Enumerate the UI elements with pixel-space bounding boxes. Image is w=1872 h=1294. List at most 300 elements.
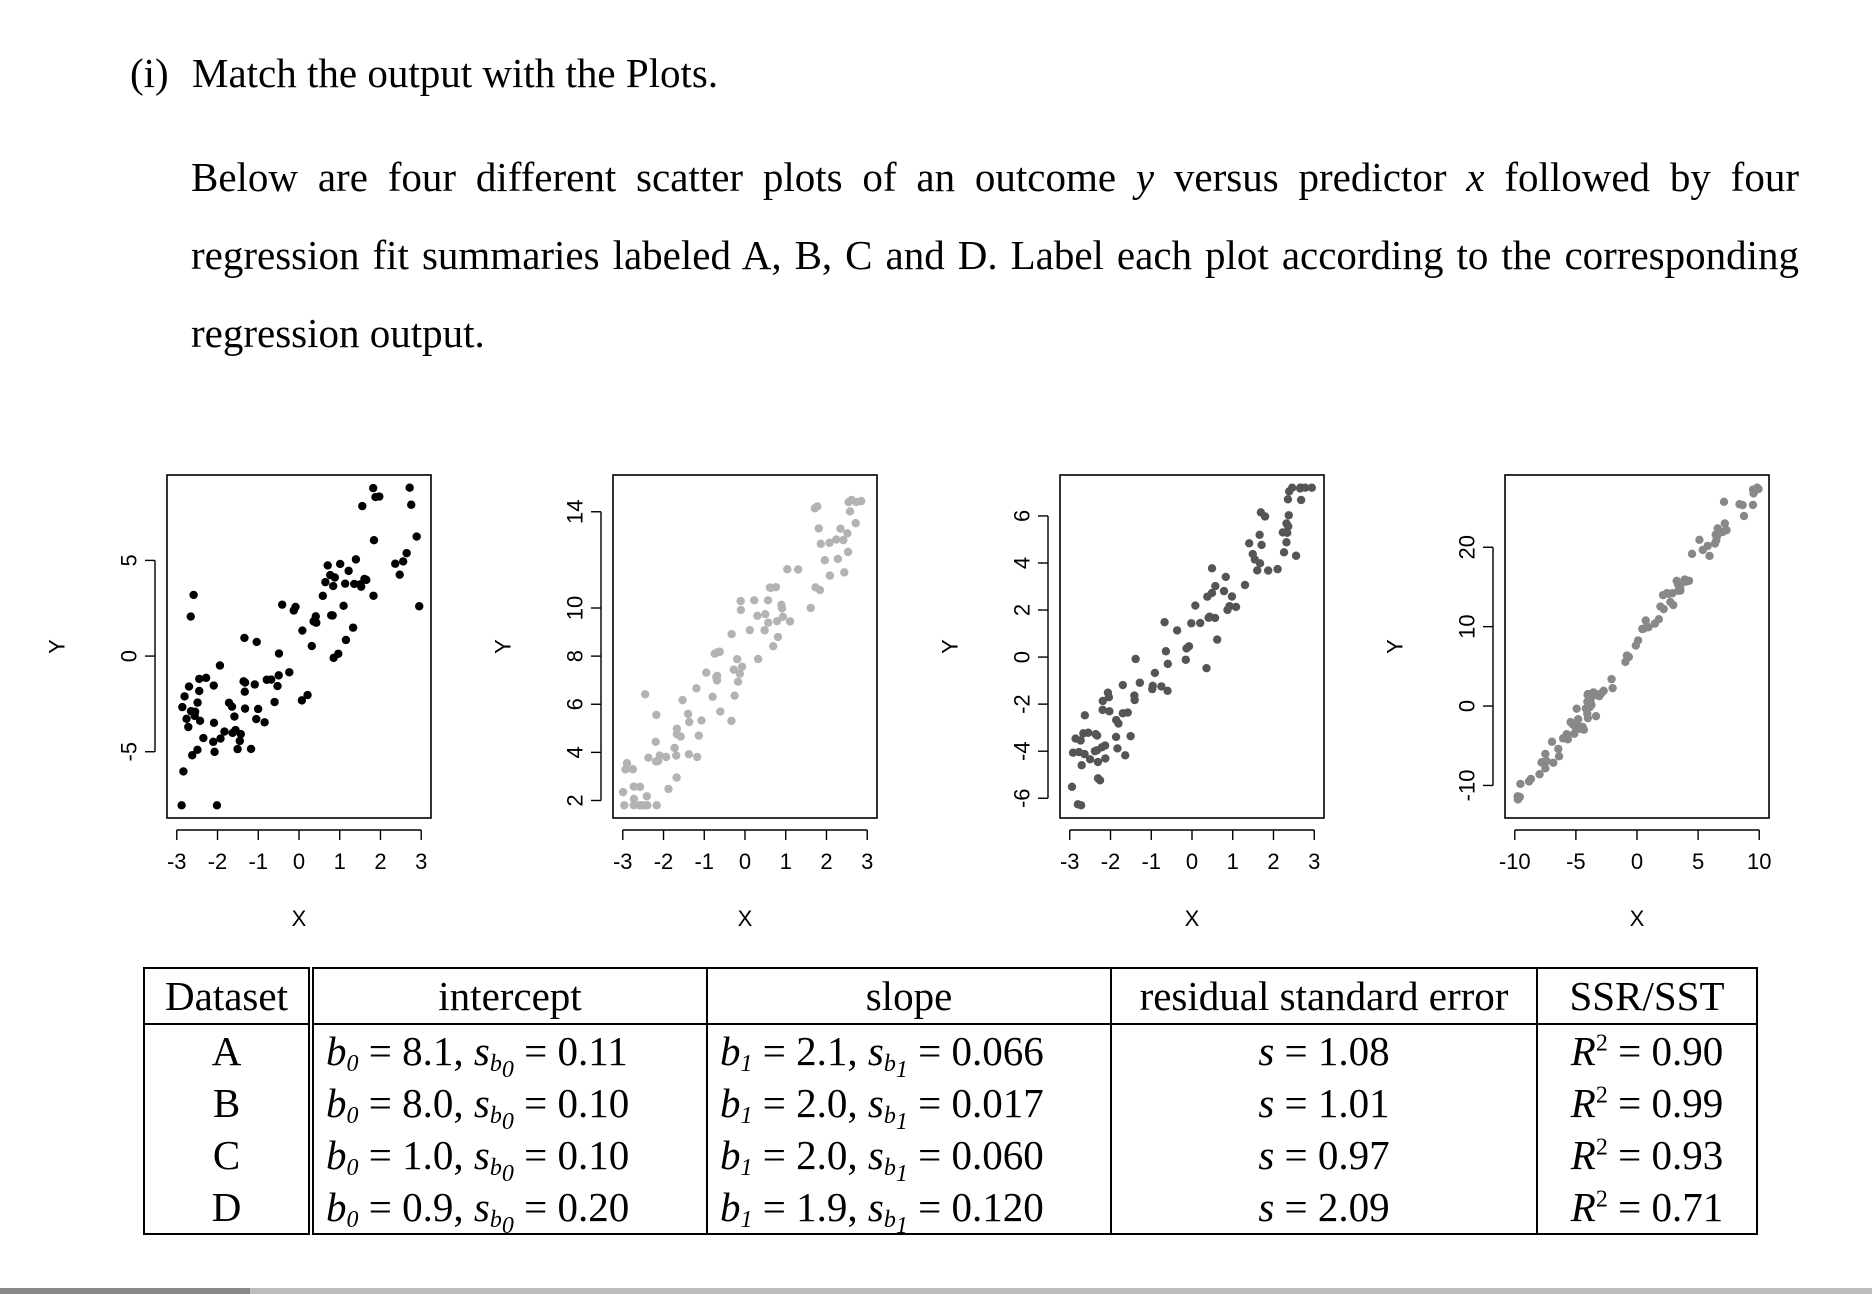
plot-3-point: [1249, 550, 1257, 558]
r-squared-value: 0.93: [1651, 1132, 1724, 1178]
plot-4-point: [1663, 589, 1671, 597]
plot-3-point: [1185, 642, 1193, 650]
plot-2-point: [815, 524, 823, 532]
r-squared-cell: $R^2 = 0.71$: [1537, 1181, 1757, 1234]
plot-1-y-tick-label: 0: [116, 649, 142, 663]
plot-1-point: [195, 675, 203, 683]
plot-2-point: [766, 583, 774, 591]
plot-2-y-tick-label: 10: [562, 595, 588, 621]
plot-3-point: [1105, 707, 1113, 715]
plot-1-point: [228, 702, 236, 710]
r-squared-value: 0.99: [1651, 1080, 1724, 1126]
variable-y: y: [1135, 154, 1155, 200]
plot-2-point: [840, 568, 848, 576]
plot-4-x-tick-label: 10: [1746, 849, 1772, 874]
plot-2-point: [761, 610, 769, 618]
plot-4-x-tick-label: 5: [1691, 849, 1705, 874]
plot-4-point: [1659, 605, 1667, 613]
r-squared-cell: $R^2 = 0.90$: [1537, 1024, 1757, 1077]
plot-3-point: [1148, 685, 1156, 693]
plot-2-point: [753, 612, 761, 620]
plot-1-point: [241, 688, 249, 696]
plot-3-point: [1208, 564, 1216, 572]
question-title: [130, 48, 718, 98]
plot-2-y-tick-label: 14: [562, 499, 588, 525]
plot-3-point: [1223, 606, 1231, 614]
plot-1-point: [230, 712, 238, 720]
plot-2-y-tick-label: 2: [562, 794, 588, 807]
plot-4-point: [1640, 624, 1648, 632]
plot-2-point: [832, 535, 840, 543]
plot-2-point: [684, 710, 692, 718]
plot-3-point: [1245, 539, 1253, 547]
plot-4-point: [1608, 684, 1616, 692]
rse-value: 1.08: [1317, 1028, 1390, 1074]
plot-2-point: [692, 684, 700, 692]
plot-4-point: [1634, 636, 1642, 644]
table-row: [144, 1181, 1757, 1234]
plot-2-point: [630, 795, 638, 803]
plot-3-point: [1173, 626, 1181, 634]
plot-3-point: [1279, 528, 1287, 536]
plot-1-point: [199, 734, 207, 742]
plot-4-point: [1541, 764, 1549, 772]
plot-3-y-tick-label: -2: [1009, 694, 1035, 714]
plot-2-x-tick-label: -2: [653, 849, 674, 874]
plot-1-point: [358, 502, 366, 510]
intercept-value: 8.1: [402, 1028, 454, 1074]
plot-1-point: [247, 745, 255, 753]
plot-3-point: [1203, 592, 1211, 600]
bottom-scrollbar[interactable]: [0, 1288, 1872, 1294]
plot-2-y-tick-label: 4: [562, 746, 588, 759]
plot-3-point: [1084, 729, 1092, 737]
rse-value: 2.09: [1317, 1184, 1390, 1230]
plot-2-point: [834, 555, 842, 563]
table-body: [144, 1024, 1757, 1239]
plot-3-y-label: Y: [937, 639, 963, 654]
plot-1-point: [216, 734, 224, 742]
plot-3-point: [1220, 587, 1228, 595]
plot-1-point: [195, 687, 203, 695]
plot-1-point: [270, 698, 278, 706]
plot-4-x-tick-label: 0: [1630, 849, 1644, 874]
plot-4-point: [1592, 712, 1600, 720]
plot-3-point: [1191, 601, 1199, 609]
plot-3-point: [1196, 619, 1204, 627]
intercept-se-value: 0.11: [557, 1028, 628, 1074]
slope-cell: $b_1 = 2.1$, $s_{b_1} = 0.066$: [707, 1024, 1111, 1077]
scrollbar-thumb[interactable]: [0, 1288, 250, 1294]
plot-1-point: [267, 675, 275, 683]
question-title-text: Match the output with the Plots.: [192, 50, 719, 96]
plot-1-point: [251, 680, 259, 688]
plot-1-point: [210, 719, 218, 727]
table-header-row: [144, 968, 1757, 1024]
plot-2-point: [807, 604, 815, 612]
plot-1-x-tick-label: 2: [374, 849, 387, 874]
header-intercept: intercept: [311, 968, 707, 1024]
plot-2-point: [643, 792, 651, 800]
plot-1-point: [196, 717, 204, 725]
plot-4-point: [1571, 722, 1579, 730]
plot-2-point: [734, 678, 742, 686]
plot-2-point: [727, 630, 735, 638]
plot-4-y-tick-label: 0: [1454, 699, 1480, 713]
plot-2-point: [673, 730, 681, 738]
plot-3-point: [1255, 531, 1263, 539]
plot-1-point: [274, 671, 282, 679]
plot-2-point: [764, 596, 772, 604]
plot-3-point: [1213, 635, 1221, 643]
plot-1-point: [391, 560, 399, 568]
plot-1-point: [349, 623, 357, 631]
intercept-cell: $b_0 = 0.9$, $s_{b_0} = 0.20$: [311, 1181, 707, 1234]
plot-1-point: [187, 612, 195, 620]
plot-4-x-label: X: [1629, 906, 1645, 931]
intercept-se-value: 0.20: [557, 1184, 630, 1230]
plot-4-point: [1655, 615, 1663, 623]
plot-3-point: [1222, 573, 1230, 581]
plot-1-point: [188, 751, 196, 759]
plot-2-point: [760, 626, 768, 634]
scatter-plots-panel: [0, 440, 1872, 931]
plot-1-point: [182, 715, 190, 723]
plot-2-point: [685, 718, 693, 726]
plot-2-point: [811, 504, 819, 512]
plot-1-point: [407, 501, 415, 509]
plot-1-point: [312, 612, 320, 620]
plot-1-point: [273, 682, 281, 690]
plot-4-point: [1548, 738, 1556, 746]
plot-3-point: [1069, 749, 1077, 757]
plot-4-point: [1720, 498, 1728, 506]
plot-4-point: [1754, 485, 1762, 493]
plot-4-point: [1625, 653, 1633, 661]
plot-1-point: [240, 634, 248, 642]
plot-3-point: [1131, 655, 1139, 663]
plot-2-point: [769, 642, 777, 650]
plot-3-point: [1112, 716, 1120, 724]
plot-2-point: [846, 507, 854, 515]
plot-1-point: [395, 570, 403, 578]
r-squared-cell: $R^2 = 0.99$: [1537, 1077, 1757, 1129]
plot-4-point: [1666, 598, 1674, 606]
plot-3-point: [1273, 565, 1281, 573]
plot-1-point: [213, 801, 221, 809]
plot-1-point: [399, 557, 407, 565]
plot-4-y-tick-label: 10: [1454, 614, 1480, 639]
plot-1-point: [334, 650, 342, 658]
plot-2-x-tick-label: -1: [694, 849, 715, 874]
plot-3-point: [1151, 669, 1159, 677]
plot-2-point: [733, 655, 741, 663]
plot-4-point: [1579, 723, 1587, 731]
plot-3-point: [1308, 484, 1316, 492]
plot-3-point: [1086, 755, 1094, 763]
plot-2-point: [774, 633, 782, 641]
plot-1-point: [369, 592, 377, 600]
plot-4-point: [1688, 550, 1696, 558]
plot-3-point: [1119, 709, 1127, 717]
rse-cell: s = 1.01: [1111, 1077, 1537, 1129]
plot-2-point: [619, 788, 627, 796]
plot-4-point: [1749, 501, 1757, 509]
plot-4-y-tick-label: 20: [1454, 535, 1480, 560]
plot-1-point: [357, 582, 365, 590]
plot-2-point: [652, 711, 660, 719]
plot-4-point: [1554, 745, 1562, 753]
plot-1-point: [179, 767, 187, 775]
plot-1-point: [210, 748, 218, 756]
rse-cell: s = 2.09: [1111, 1181, 1537, 1234]
plot-1-point: [239, 677, 247, 685]
paragraph-part-2: versus predictor: [1154, 154, 1467, 200]
plot-2-point: [821, 556, 829, 564]
plot-2-x-tick-label: 0: [738, 849, 752, 874]
plot-2-point: [786, 617, 794, 625]
intercept-cell: $b_0 = 8.1$, $s_{b_0} = 0.11$: [311, 1024, 707, 1077]
plot-3-x-tick-label: 3: [1308, 849, 1321, 874]
plot-2-point: [651, 738, 659, 746]
plot-2-point: [685, 750, 693, 758]
plot-4-point: [1607, 675, 1615, 683]
plot-4-point: [1549, 759, 1557, 767]
plot-3-point: [1264, 566, 1272, 574]
plot-3-point: [1119, 681, 1127, 689]
plot-3-y-tick-label: -4: [1009, 741, 1035, 761]
plot-3-point: [1211, 614, 1219, 622]
plot-2-x-tick-label: 1: [779, 849, 792, 874]
plot-1-y-tick-label: 5: [116, 554, 142, 567]
plot-2-point: [629, 765, 637, 773]
plot-1-point: [184, 723, 192, 731]
plot-4-point: [1562, 730, 1570, 738]
plot-2-point: [727, 717, 735, 725]
plot-2-point: [702, 668, 710, 676]
plot-1-point: [180, 692, 188, 700]
plot-3-point: [1091, 730, 1099, 738]
plot-4-y-label: Y: [1382, 639, 1408, 654]
slope-se-value: 0.066: [951, 1028, 1044, 1074]
r-squared-value: 0.90: [1651, 1028, 1724, 1074]
plot-3-point: [1297, 496, 1305, 504]
plot-1-y-tick-label: -5: [116, 741, 142, 762]
plot-1-point: [324, 561, 332, 569]
plot-1-point: [285, 668, 293, 676]
plot-1-x-tick-label: -2: [207, 849, 228, 874]
table-row: [144, 1129, 1757, 1181]
plot-3-point: [1081, 711, 1089, 719]
plot-3-point: [1261, 512, 1269, 520]
plot-3-y-tick-label: 6: [1009, 509, 1035, 523]
plot-4-point: [1740, 512, 1748, 520]
plot-2-y-label: Y: [490, 639, 516, 654]
slope-value: 1.9: [796, 1184, 848, 1230]
plot-1-point: [339, 602, 347, 610]
plot-2-point: [693, 753, 701, 761]
plot-4-point: [1584, 714, 1592, 722]
plot-1-point: [327, 611, 335, 619]
plot-3-point: [1182, 656, 1190, 664]
rse-value: 0.97: [1317, 1132, 1390, 1178]
plot-1-point: [342, 636, 350, 644]
plot-2-point: [843, 529, 851, 537]
plot-2-point: [641, 690, 649, 698]
plot-1-point: [193, 698, 201, 706]
dataset-label: C: [144, 1129, 311, 1181]
plot-1-point: [260, 718, 268, 726]
rse-value: 1.01: [1317, 1080, 1390, 1126]
plot-2-x-tick-label: 2: [820, 849, 833, 874]
plot-2-point: [836, 524, 844, 532]
plot-2-point: [656, 751, 664, 759]
plot-2-point: [664, 785, 672, 793]
plot-3-point: [1280, 548, 1288, 556]
plot-2-point: [695, 731, 703, 739]
plot-2-point: [716, 707, 724, 715]
plot-2-y-tick-label: 8: [562, 649, 588, 663]
plot-3-point: [1101, 754, 1109, 762]
plot-2-point: [653, 801, 661, 809]
paragraph-part-1: Below are four different scatter plots of an outcome: [191, 154, 1136, 200]
r-squared-cell: $R^2 = 0.93$: [1537, 1129, 1757, 1181]
plot-3-point: [1162, 647, 1170, 655]
header-dataset: Dataset: [144, 968, 311, 1024]
plot-3-point: [1094, 758, 1102, 766]
plot-3-x-tick-label: 2: [1267, 849, 1280, 874]
plot-2-point: [712, 673, 720, 681]
plot-1-point: [341, 579, 349, 587]
slope-cell: $b_1 = 2.0$, $s_{b_1} = 0.060$: [707, 1129, 1111, 1181]
plot-1-point: [233, 745, 241, 753]
plot-1-point: [178, 703, 186, 711]
plot-3-point: [1285, 511, 1293, 519]
variable-x: x: [1466, 154, 1485, 200]
plot-2-point: [746, 626, 754, 634]
plot-3-point: [1256, 559, 1264, 567]
slope-value: 2.0: [796, 1132, 848, 1178]
table-row: [144, 1077, 1757, 1129]
plot-4-x-tick-label: -5: [1566, 849, 1586, 874]
plot-4-x-tick-label: -10: [1498, 849, 1531, 874]
plot-2-point: [736, 597, 744, 605]
plot-4-point: [1588, 692, 1596, 700]
intercept-value: 8.0: [402, 1080, 454, 1126]
plot-1-point: [189, 591, 197, 599]
plot-2-point: [736, 669, 744, 677]
plot-1-point: [352, 555, 360, 563]
plot-2-y-tick-label: 6: [562, 698, 588, 711]
plot-1-point: [209, 738, 217, 746]
plot-2-point: [713, 648, 721, 656]
plot-1-y-label: Y: [44, 639, 70, 654]
slope-value: 2.0: [796, 1080, 848, 1126]
plot-1-point: [415, 602, 423, 610]
plot-3-point: [1112, 733, 1120, 741]
plot-3-x-label: X: [1184, 906, 1200, 931]
plot-2-point: [764, 618, 772, 626]
plot-4-point: [1722, 526, 1730, 534]
plot-1-point: [344, 567, 352, 575]
plot-3-point: [1068, 783, 1076, 791]
plot-2-point: [794, 565, 802, 573]
slope-se-value: 0.017: [951, 1080, 1044, 1126]
plot-3-point: [1130, 691, 1138, 699]
plot-3-x-tick-label: -1: [1141, 849, 1162, 874]
plot-4-point: [1705, 552, 1713, 560]
plot-3-point: [1126, 732, 1134, 740]
plot-4-point: [1516, 780, 1524, 788]
plot-2-point: [672, 751, 680, 759]
plot-1-point: [216, 661, 224, 669]
plot-2-point: [750, 596, 758, 604]
header-slope: slope: [707, 968, 1111, 1024]
plot-1-point: [236, 737, 244, 745]
plot-3-point: [1187, 619, 1195, 627]
plot-4-point: [1712, 536, 1720, 544]
slope-cell: $b_1 = 1.9$, $s_{b_1} = 0.120$: [707, 1181, 1111, 1234]
paragraph-part-3: followed by four regression fit summaries labeled A, B, C and D. Label each plot according to the corresponding regression output.: [191, 154, 1799, 356]
plot-1-point: [278, 600, 286, 608]
plot-2-point: [643, 801, 651, 809]
plot-3-x-tick-label: 0: [1185, 849, 1199, 874]
plot-4-point: [1738, 501, 1746, 509]
question-number: (i): [130, 50, 169, 96]
plot-1-point: [252, 715, 260, 723]
plot-2-point: [672, 773, 680, 781]
plot-1-x-tick-label: 3: [415, 849, 428, 874]
plot-3-point: [1098, 743, 1106, 751]
plot-2-point: [737, 606, 745, 614]
r-squared-value: 0.71: [1651, 1184, 1724, 1230]
plot-4-y-tick-label: -10: [1454, 769, 1480, 802]
plot-2-point: [816, 586, 824, 594]
plot-1-point: [177, 801, 185, 809]
plot-2-point: [623, 759, 631, 767]
plot-4-point: [1674, 587, 1682, 595]
plot-4-point: [1685, 577, 1693, 585]
plot-2-point: [754, 655, 762, 663]
rse-cell: s = 1.08: [1111, 1024, 1537, 1077]
plot-1-point: [308, 642, 316, 650]
plot-3-x-tick-label: -2: [1100, 849, 1121, 874]
plot-3-y-tick-label: -6: [1009, 788, 1035, 809]
header-residual-standard-error: residual standard error: [1111, 968, 1537, 1024]
table-row: [144, 1024, 1757, 1077]
rse-cell: s = 0.97: [1111, 1129, 1537, 1181]
question-paragraph: [191, 138, 1799, 372]
header-ssr-sst: SSR/SST: [1537, 968, 1757, 1024]
plot-3-x-tick-label: 1: [1226, 849, 1239, 874]
plot-1-x-tick-label: -3: [166, 849, 187, 874]
dataset-label: D: [144, 1181, 311, 1234]
plot-3-point: [1136, 679, 1144, 687]
plot-4-point: [1695, 536, 1703, 544]
plot-2-point: [620, 801, 628, 809]
plot-3-point: [1211, 582, 1219, 590]
plot-2-point: [644, 754, 652, 762]
plot-4-point: [1541, 750, 1549, 758]
plot-3-point: [1074, 800, 1082, 808]
plot-3-y-tick-label: 2: [1009, 603, 1035, 617]
plot-2-point: [773, 617, 781, 625]
plot-2-point: [852, 519, 860, 527]
plot-1-point: [254, 705, 262, 713]
slope-value: 2.1: [796, 1028, 848, 1074]
plot-1-point: [402, 549, 410, 557]
plot-3-point: [1282, 538, 1290, 546]
